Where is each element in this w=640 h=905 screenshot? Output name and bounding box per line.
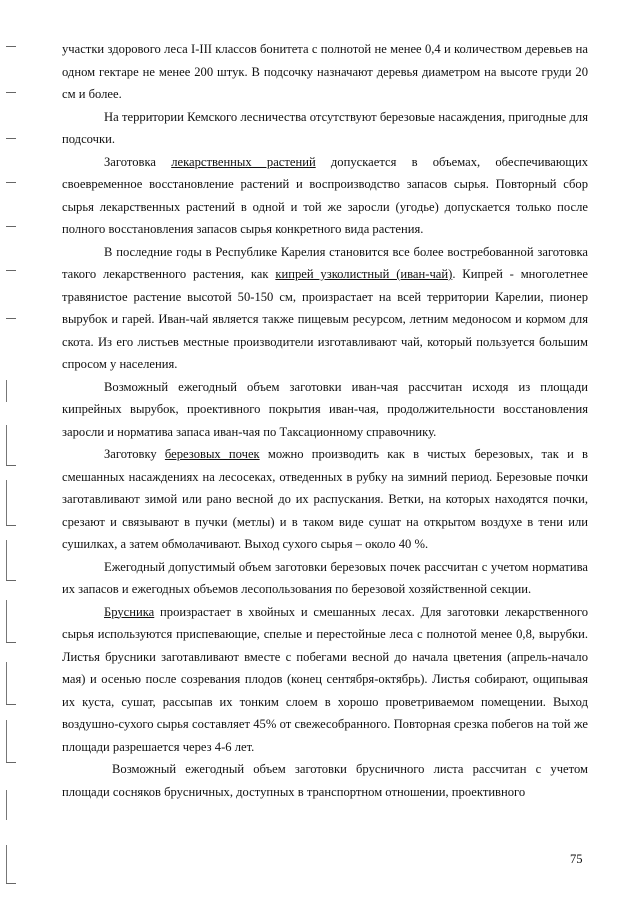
- binder-mark: [6, 580, 16, 581]
- paragraph: [62, 443, 588, 556]
- text-run: . Кипрей - многолетнее травянистое растение высотой 50-150 см, произрастает на всей территории Карелии, пионер вырубок и гарей. Иван-чай является также пищевым ресурсом, летним медоносом и кормом для скота. Из его листьев местные производители изготавливают чай, который пользуется большим спросом у населения.: [62, 267, 588, 371]
- text-run: На территории Кемского лесничества отсутствуют березовые насаждения, пригодные для подсочки.: [62, 109, 588, 146]
- paragraph: [62, 151, 588, 241]
- text-run: Возможный ежегодный объем заготовки иван-чая рассчитан исходя из площади кипрейных вырубок, проективного покрытия иван-чая, продолжительности восстановления заросли и норматива запаса иван-чая по Таксационному справочнику.: [62, 379, 588, 439]
- paragraph: [62, 38, 588, 106]
- text-run: участки здорового леса I-III классов бонитета с полнотой не менее 0,4 и количеством деревьев на одном гектаре не менее 200 штук. В подсочку назначают деревья диаметром на высоте груди 20 см и более.: [62, 42, 588, 101]
- paragraph: [62, 106, 588, 151]
- binder-mark: [6, 92, 16, 93]
- page-number: 75: [570, 852, 583, 866]
- body-text: [62, 38, 588, 803]
- paragraph: [62, 601, 588, 759]
- text-run: Возможный ежегодный объем заготовки брусничного листа рассчитан с учетом площади сосняков брусничных, доступных в транспортном отношении, проективного: [62, 762, 588, 799]
- text-run: Ежегодный допустимый объем заготовки березовых почек рассчитан с учетом норматива их запасов и ежегодных объемов лесопользования по березовой хозяйственной секции.: [62, 559, 588, 596]
- binder-mark: [6, 318, 16, 319]
- underlined-term: березовых почек: [164, 447, 260, 461]
- binder-mark: [6, 790, 7, 820]
- text-run: Заготовку: [104, 447, 165, 461]
- binder-mark: [6, 762, 16, 763]
- paragraph: [62, 376, 588, 444]
- binder-mark: [6, 525, 16, 526]
- binder-mark: [6, 480, 7, 525]
- text-run: Заготовка: [104, 154, 172, 169]
- binder-mark: [6, 226, 16, 227]
- text-run: произрастает в хвойных и смешанных лесах. Для заготовки лекарственного сырья используются приспевающие, спелые и перестойные леса с полнотой менее 0,8, вырубки. Листья брусники заготавливают вместе с побегами весной до начала цветения (апрель-начало мая) и осенью после созревания плодов (конец сентября-октябрь). Листья собирают, ощипывая их куста, сушат, рассыпав их тонким слоем в хорошо проветриваемом помещении. Выход воздушно-сухого сырья составляет 45% от свежесобранного. Повторная срезка побегов на той же площади разрешается через 4-6 лет.: [62, 604, 588, 754]
- binder-mark: [6, 182, 16, 183]
- underlined-term: лекарственных растений: [171, 154, 316, 169]
- binder-mark: [6, 642, 16, 643]
- binder-mark: [6, 46, 16, 47]
- underlined-term: Брусника: [104, 604, 155, 619]
- binder-mark: [6, 540, 7, 580]
- text-run: допускается в объемах, обеспечивающих своевременное восстановление растений и воспроизводство запасов сырья. Повторный сбор сырья лекарственных растений в одной и той же заросли (угодье) допускается только после полного восстановления запасов сырья конкретного вида растения.: [62, 154, 588, 236]
- binder-mark: [6, 600, 7, 642]
- binder-mark: [6, 270, 16, 271]
- binder-mark: [6, 720, 7, 762]
- paragraph: [62, 556, 588, 601]
- text-run: можно производить как в чистых березовых, так и в смешанных насаждениях на лесосеках, отведенных в рубку на зимний период. Березовые почки заготавливают зимой или рано весной до их распускания. Ветки, на которых находятся почки, срезают и связывают в пучки (метлы) и в таком виде сушат на открытом воздухе в тени или сушилках, а затем обмолачивают. Выход сухого сырья – около 40 %.: [62, 447, 588, 551]
- text-run: В последние годы в Республике Карелия становится все более востребованной заготовка такого лекарственного растения, как: [62, 244, 588, 281]
- binder-mark: [6, 425, 7, 465]
- paragraph: [62, 241, 588, 376]
- paragraph: [62, 758, 588, 803]
- binder-mark: [6, 845, 7, 883]
- underlined-term: кипрей узколистный (иван-чай): [275, 267, 453, 281]
- binder-mark: [6, 138, 16, 139]
- binder-mark: [6, 704, 16, 705]
- binder-mark: [6, 662, 7, 704]
- binder-mark: [6, 883, 16, 884]
- binder-mark: [6, 380, 7, 402]
- binder-mark: [6, 465, 16, 466]
